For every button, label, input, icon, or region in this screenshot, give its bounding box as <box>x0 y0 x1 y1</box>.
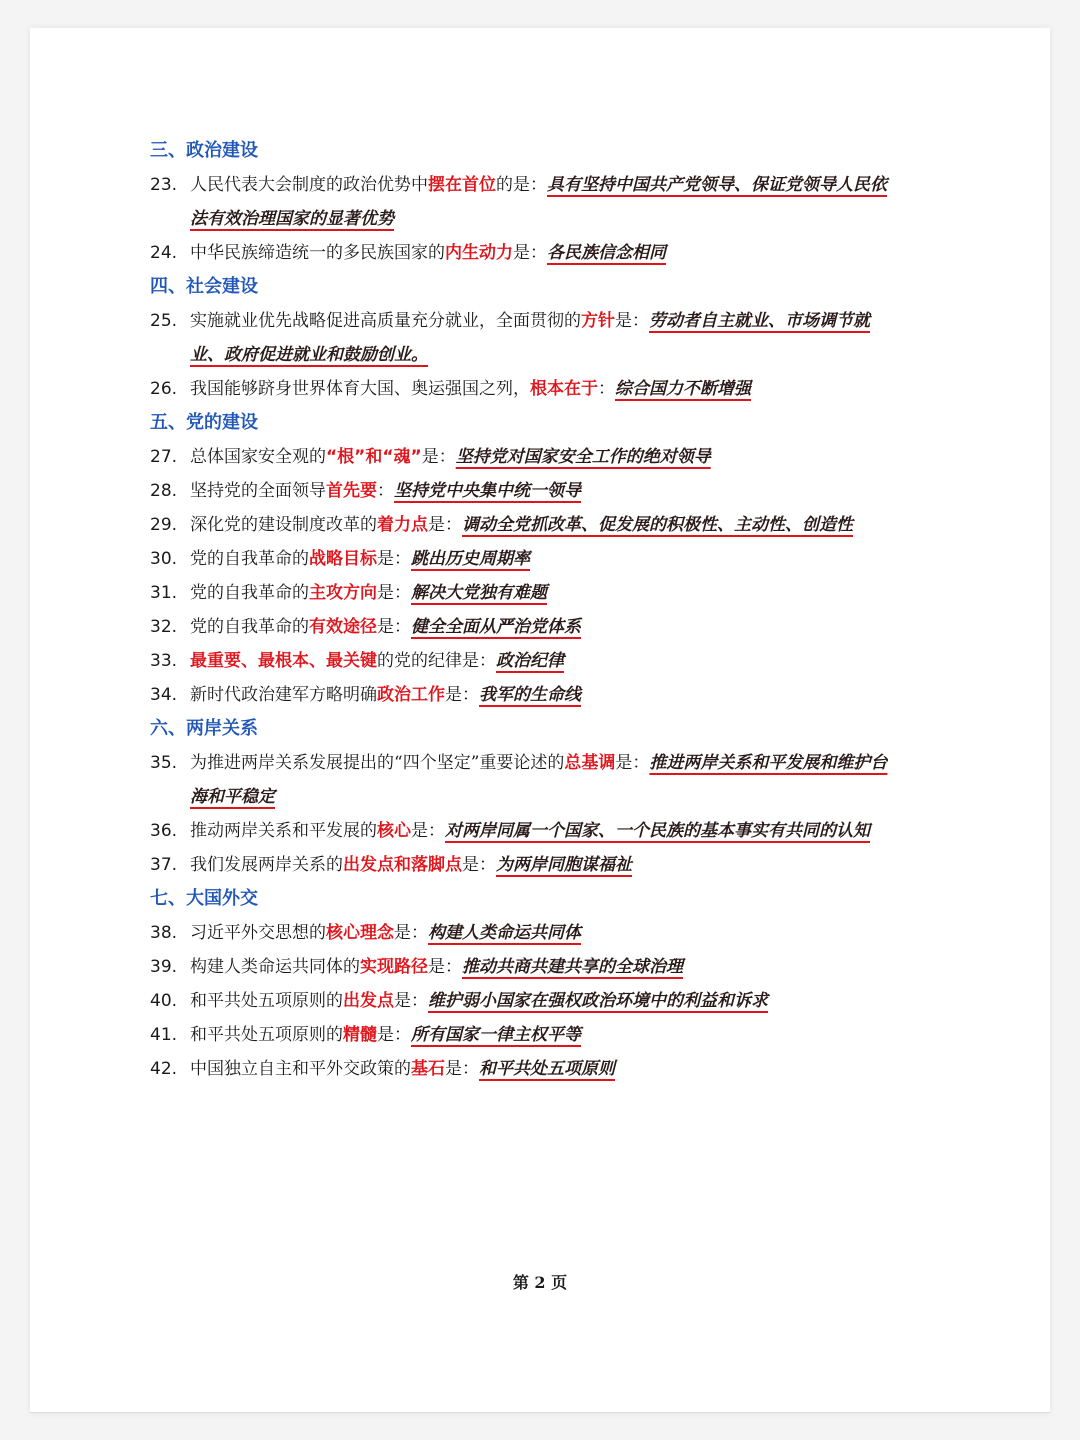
item-number: 26. <box>150 379 178 399</box>
item-33 <box>150 644 890 678</box>
answer: 综合国力不断增强 <box>615 379 751 399</box>
answer: 我军的生命线 <box>479 685 581 705</box>
section-heading-cross-strait: 六、两岸关系 <box>150 718 258 739</box>
section-heading-party: 五、党的建设 <box>150 412 258 433</box>
item-number: 39. <box>150 957 178 977</box>
answer: 政治纪律 <box>496 651 564 671</box>
question-text: 是： <box>377 583 411 603</box>
question-text: 坚持党的全面领导 <box>190 481 326 501</box>
item-31 <box>150 576 890 610</box>
item-36 <box>150 814 890 848</box>
keyword: 摆在首位 <box>428 175 496 195</box>
question-text: 和平共处五项原则的 <box>190 991 343 1011</box>
section-heading-politics: 三、政治建设 <box>150 140 258 161</box>
question-text: 是： <box>462 855 496 875</box>
answer: 具有坚持中国共产党领导、保证党领导人民依法有效治理国家的显著优势 <box>190 175 887 229</box>
keyword: 核心 <box>377 821 411 841</box>
keyword: 有效途径 <box>309 617 377 637</box>
item-32 <box>150 610 890 644</box>
keyword: 精髓 <box>343 1025 377 1045</box>
question-text: 是： <box>513 243 547 263</box>
answer: 推动共商共建共享的全球治理 <box>462 957 683 977</box>
section-heading-diplomacy: 七、大国外交 <box>150 888 258 909</box>
keyword: 主攻方向 <box>309 583 377 603</box>
question-text: 为推进两岸关系发展提出的“四个坚定”重要论述的 <box>190 753 565 773</box>
answer: 所有国家一律主权平等 <box>411 1025 581 1045</box>
question-text: ： <box>598 379 615 399</box>
page-edge <box>30 1412 1050 1413</box>
item-39 <box>150 950 890 984</box>
question-text: 是： <box>421 447 456 467</box>
item-number: 28. <box>150 481 178 501</box>
answer: 调动全党抓改革、促发展的积极性、主动性、创造性 <box>462 515 853 535</box>
item-number: 29. <box>150 515 178 535</box>
question-text: 新时代政治建军方略明确 <box>190 685 377 705</box>
keyword: 根本在于 <box>530 379 598 399</box>
keyword: “根”和“魂” <box>326 447 422 467</box>
item-number: 41. <box>150 1025 178 1045</box>
keyword: 着力点 <box>377 515 428 535</box>
question-text: 是： <box>377 617 411 637</box>
keyword: 基石 <box>411 1059 445 1079</box>
question-text: 是： <box>445 1059 479 1079</box>
item-number: 38. <box>150 923 178 943</box>
content <box>150 134 890 1086</box>
question-text: 总体国家安全观的 <box>190 447 326 467</box>
item-number: 42. <box>150 1059 178 1079</box>
answer: 坚持党对国家安全工作的绝对领导 <box>455 447 711 467</box>
item-27 <box>150 440 890 474</box>
item-number: 37. <box>150 855 178 875</box>
item-28 <box>150 474 890 508</box>
keyword: 政治工作 <box>377 685 445 705</box>
question-text: 构建人类命运共同体的 <box>190 957 360 977</box>
question-text: 的党的纪律是： <box>377 651 496 671</box>
question-text: 是： <box>428 957 462 977</box>
keyword: 核心理念 <box>326 923 394 943</box>
question-text: 中华民族缔造统一的多民族国家的 <box>190 243 445 263</box>
keyword: 最重要、最根本、最关键 <box>190 651 377 671</box>
item-number: 23. <box>150 175 178 195</box>
item-35 <box>150 746 890 814</box>
question-text: 党的自我革命的 <box>190 617 309 637</box>
section-heading-society: 四、社会建设 <box>150 276 258 297</box>
answer: 对两岸同属一个国家、一个民族的基本事实有共同的认知 <box>445 821 870 841</box>
keyword: 总基调 <box>564 753 616 773</box>
item-number: 27. <box>150 447 178 467</box>
keyword: 首先要 <box>326 481 377 501</box>
question-text: 是： <box>394 923 428 943</box>
item-30 <box>150 542 890 576</box>
answer: 构建人类命运共同体 <box>428 923 581 943</box>
answer: 解决大党独有难题 <box>411 583 547 603</box>
answer: 推进两岸关系和平发展和维护台海和平稳定 <box>190 753 888 807</box>
item-number: 30. <box>150 549 178 569</box>
question-text: 党的自我革命的 <box>190 549 309 569</box>
question-text: ： <box>377 481 394 501</box>
item-number: 31. <box>150 583 178 603</box>
keyword: 实现路径 <box>360 957 428 977</box>
item-number: 34. <box>150 685 178 705</box>
keyword: 出发点 <box>343 991 394 1011</box>
item-41 <box>150 1018 890 1052</box>
answer: 跳出历史周期率 <box>411 549 530 569</box>
item-number: 36. <box>150 821 178 841</box>
question-text: 党的自我革命的 <box>190 583 309 603</box>
question-text: 是： <box>411 821 445 841</box>
question-text: 是： <box>615 753 650 773</box>
answer: 健全全面从严治党体系 <box>411 617 581 637</box>
page-number: 第 2 页 <box>512 1273 568 1292</box>
keyword: 方针 <box>581 311 615 331</box>
question-text: 推动两岸关系和平发展的 <box>190 821 377 841</box>
item-26 <box>150 372 890 406</box>
question-text: 我国能够跻身世界体育大国、奥运强国之列， <box>190 379 530 399</box>
item-29 <box>150 508 890 542</box>
question-text: 是： <box>428 515 462 535</box>
answer: 劳动者自主就业、市场调节就业、政府促进就业和鼓励创业。 <box>190 311 870 365</box>
keyword: 内生动力 <box>445 243 513 263</box>
item-40 <box>150 984 890 1018</box>
question-text: 习近平外交思想的 <box>190 923 326 943</box>
keyword: 出发点和落脚点 <box>343 855 462 875</box>
item-42 <box>150 1052 890 1086</box>
answer: 和平共处五项原则 <box>479 1059 615 1079</box>
item-38 <box>150 916 890 950</box>
question-text: 中国独立自主和平外交政策的 <box>190 1059 411 1079</box>
answer: 坚持党中央集中统一领导 <box>394 481 581 501</box>
item-37 <box>150 848 890 882</box>
item-24 <box>150 236 890 270</box>
item-number: 35. <box>150 753 178 773</box>
question-text: 是： <box>615 311 649 331</box>
question-text: 深化党的建设制度改革的 <box>190 515 377 535</box>
item-number: 25. <box>150 311 178 331</box>
item-34 <box>150 678 890 712</box>
item-23 <box>150 168 890 236</box>
answer: 维护弱小国家在强权政治环境中的利益和诉求 <box>428 991 768 1011</box>
question-text: 是： <box>377 549 411 569</box>
item-number: 33. <box>150 651 178 671</box>
question-text: 是： <box>377 1025 411 1045</box>
item-number: 40. <box>150 991 178 1011</box>
item-number: 32. <box>150 617 178 637</box>
question-text: 的是： <box>496 175 547 195</box>
item-25 <box>150 304 890 372</box>
answer: 为两岸同胞谋福祉 <box>496 855 632 875</box>
keyword: 战略目标 <box>309 549 377 569</box>
question-text: 实施就业优先战略促进高质量充分就业，全面贯彻的 <box>190 311 581 331</box>
question-text: 和平共处五项原则的 <box>190 1025 343 1045</box>
question-text: 是： <box>445 685 479 705</box>
item-number: 24. <box>150 243 178 263</box>
question-text: 我们发展两岸关系的 <box>190 855 343 875</box>
question-text: 是： <box>394 991 428 1011</box>
answer: 各民族信念相同 <box>547 243 666 263</box>
question-text: 人民代表大会制度的政治优势中 <box>190 175 428 195</box>
